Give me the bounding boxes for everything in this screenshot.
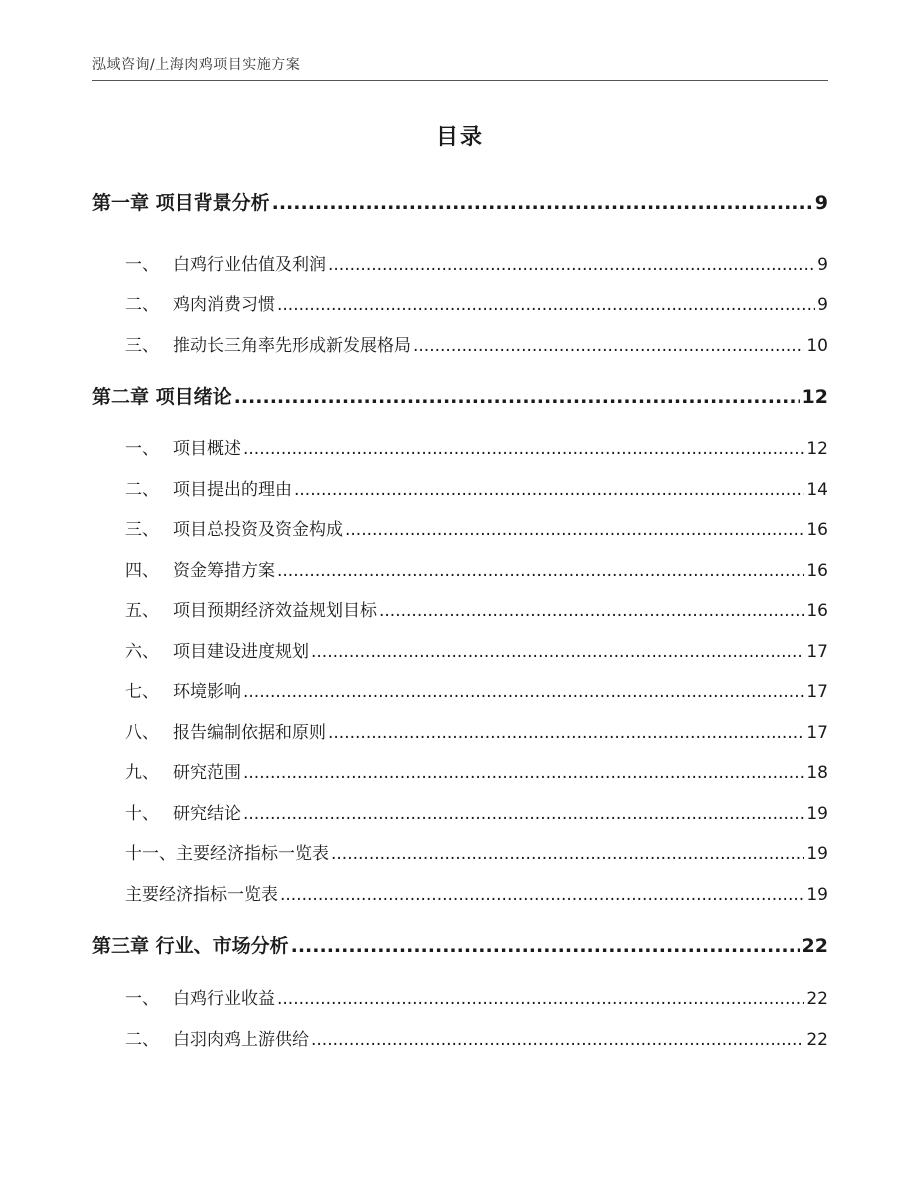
toc-entry-label	[92, 434, 241, 459]
toc-leader-dots	[277, 295, 815, 315]
toc-page-number: 12	[806, 439, 828, 459]
toc-entry-text: 鸡肉消费习惯	[173, 295, 275, 315]
toc-entry-label	[92, 556, 275, 581]
toc-leader-dots	[311, 1030, 804, 1050]
toc-entry-text: 第二章 项目绪论	[92, 386, 232, 408]
toc-page-number: 16	[806, 601, 828, 621]
toc-entry-text: 推动长三角率先形成新发展格局	[173, 336, 411, 356]
toc-entry-number: 九、	[125, 763, 159, 783]
toc-section-entry[interactable]	[92, 677, 828, 702]
toc-page-number: 19	[806, 885, 828, 905]
toc-section-entry[interactable]	[92, 556, 828, 581]
toc-entry-text: 项目建设进度规划	[173, 642, 309, 662]
toc-entry-number: 四、	[125, 561, 159, 581]
toc-section-entry[interactable]	[92, 331, 828, 356]
toc-entry-number: 一、	[125, 255, 159, 275]
toc-entry-number: 二、	[125, 1030, 159, 1050]
toc-entry-text: 白羽肉鸡上游供给	[173, 1030, 309, 1050]
toc-entry-text: 项目预期经济效益规划目标	[173, 601, 377, 621]
toc-entry-text: 第一章 项目背景分析	[92, 192, 270, 214]
toc-section-entry[interactable]	[92, 596, 828, 621]
toc-entry-label	[92, 188, 270, 215]
toc-section-entry[interactable]	[92, 475, 828, 500]
toc-leader-dots	[277, 561, 804, 581]
toc-entry-label	[92, 250, 326, 275]
toc-leader-dots	[243, 439, 804, 459]
toc-section-entry[interactable]	[92, 799, 828, 824]
toc-page-number: 18	[806, 763, 828, 783]
toc-page-number: 16	[806, 561, 828, 581]
toc-leader-dots	[291, 935, 800, 957]
toc-section-entry[interactable]	[92, 718, 828, 743]
toc-entry-text: 项目提出的理由	[173, 480, 292, 500]
toc-entry-text: 报告编制依据和原则	[173, 723, 326, 743]
header-rule	[92, 80, 828, 81]
toc-entry-number: 十一、	[125, 844, 176, 864]
toc-page-number: 12	[801, 386, 828, 408]
toc-entry-text: 研究结论	[173, 804, 241, 824]
toc-entry-label	[92, 931, 289, 958]
toc-leader-dots	[280, 885, 804, 905]
toc-entry-number: 二、	[125, 295, 159, 315]
toc-entry-label	[92, 331, 411, 356]
toc-entry-text: 环境影响	[173, 682, 241, 702]
toc-section-entry[interactable]	[92, 250, 828, 275]
toc-page-number: 19	[806, 844, 828, 864]
toc-entry-number: 十、	[125, 804, 159, 824]
toc-entry-text: 项目总投资及资金构成	[173, 520, 343, 540]
toc-page-number: 10	[806, 336, 828, 356]
toc-entry-number: 五、	[125, 601, 159, 621]
page-title: 目录	[435, 125, 484, 150]
toc-leader-dots	[345, 520, 804, 540]
toc-leader-dots	[311, 642, 804, 662]
toc-section-entry[interactable]	[92, 637, 828, 662]
toc-leader-dots	[413, 336, 804, 356]
toc-entry-label	[92, 984, 275, 1009]
toc-section-entry[interactable]	[92, 290, 828, 315]
toc-page-number: 9	[814, 192, 828, 214]
toc-entry-number: 一、	[125, 439, 159, 459]
toc-page-number: 9	[817, 255, 828, 275]
toc-entry-label	[92, 596, 377, 621]
toc-entry-label	[92, 839, 329, 864]
toc-leader-dots	[379, 601, 804, 621]
toc-entry-text: 项目概述	[173, 439, 241, 459]
toc-entry-text: 研究范围	[173, 763, 241, 783]
toc-entry-number: 三、	[125, 336, 159, 356]
toc-section-entry[interactable]	[92, 515, 828, 540]
running-header: 泓域咨询/上海肉鸡项目实施方案	[92, 57, 301, 73]
toc-entry-text: 主要经济指标一览表	[176, 844, 329, 864]
toc-entry-label	[92, 758, 241, 783]
toc-entry-number: 三、	[125, 520, 159, 540]
toc-entry-label	[92, 880, 278, 905]
toc-leader-dots	[243, 804, 804, 824]
toc-page-number: 14	[806, 480, 828, 500]
toc-entry-label	[92, 515, 343, 540]
toc-leader-dots	[243, 763, 804, 783]
toc-page-number: 22	[806, 1030, 828, 1050]
toc-entry-label	[92, 290, 275, 315]
toc-leader-dots	[328, 255, 815, 275]
toc-entry-text: 白鸡行业收益	[173, 989, 275, 1009]
toc-page-number: 17	[806, 642, 828, 662]
toc-entry-text: 资金筹措方案	[173, 561, 275, 581]
toc-entry-number: 八、	[125, 723, 159, 743]
toc-entry-label	[92, 1025, 309, 1050]
toc-section-entry[interactable]	[92, 839, 828, 864]
toc-page-number: 9	[817, 295, 828, 315]
toc-leader-dots	[294, 480, 804, 500]
toc-entry-text: 第三章 行业、市场分析	[92, 935, 289, 957]
toc-entry-label	[92, 677, 241, 702]
toc-section-entry[interactable]	[92, 880, 828, 905]
toc-section-entry[interactable]	[92, 758, 828, 783]
toc-leader-dots	[277, 989, 804, 1009]
toc-entry-number: 二、	[125, 480, 159, 500]
toc-page-number: 16	[806, 520, 828, 540]
toc-entry-number: 六、	[125, 642, 159, 662]
toc-section-entry[interactable]	[92, 984, 828, 1009]
toc-entry-label	[92, 475, 292, 500]
toc-chapter-entry[interactable]	[92, 931, 828, 958]
toc-page-number: 22	[801, 935, 828, 957]
toc-leader-dots	[272, 192, 813, 214]
toc-entry-text: 主要经济指标一览表	[125, 885, 278, 905]
toc-page-number: 17	[806, 723, 828, 743]
toc-entry-number: 七、	[125, 682, 159, 702]
toc-page-number: 19	[806, 804, 828, 824]
toc-entry-label	[92, 382, 232, 409]
toc-leader-dots	[328, 723, 804, 743]
toc-entry-label	[92, 637, 309, 662]
toc-leader-dots	[243, 682, 804, 702]
toc-entry-label	[92, 799, 241, 824]
toc-leader-dots	[234, 386, 800, 408]
toc-page-number: 22	[806, 989, 828, 1009]
toc-chapter-entry[interactable]	[92, 382, 828, 409]
toc-entry-number: 一、	[125, 989, 159, 1009]
toc-chapter-entry[interactable]	[92, 188, 828, 215]
toc-section-entry[interactable]	[92, 1025, 828, 1050]
toc-page-number: 17	[806, 682, 828, 702]
toc-section-entry[interactable]	[92, 434, 828, 459]
toc-entry-text: 白鸡行业估值及利润	[173, 255, 326, 275]
toc-entry-label	[92, 718, 326, 743]
toc-leader-dots	[331, 844, 804, 864]
